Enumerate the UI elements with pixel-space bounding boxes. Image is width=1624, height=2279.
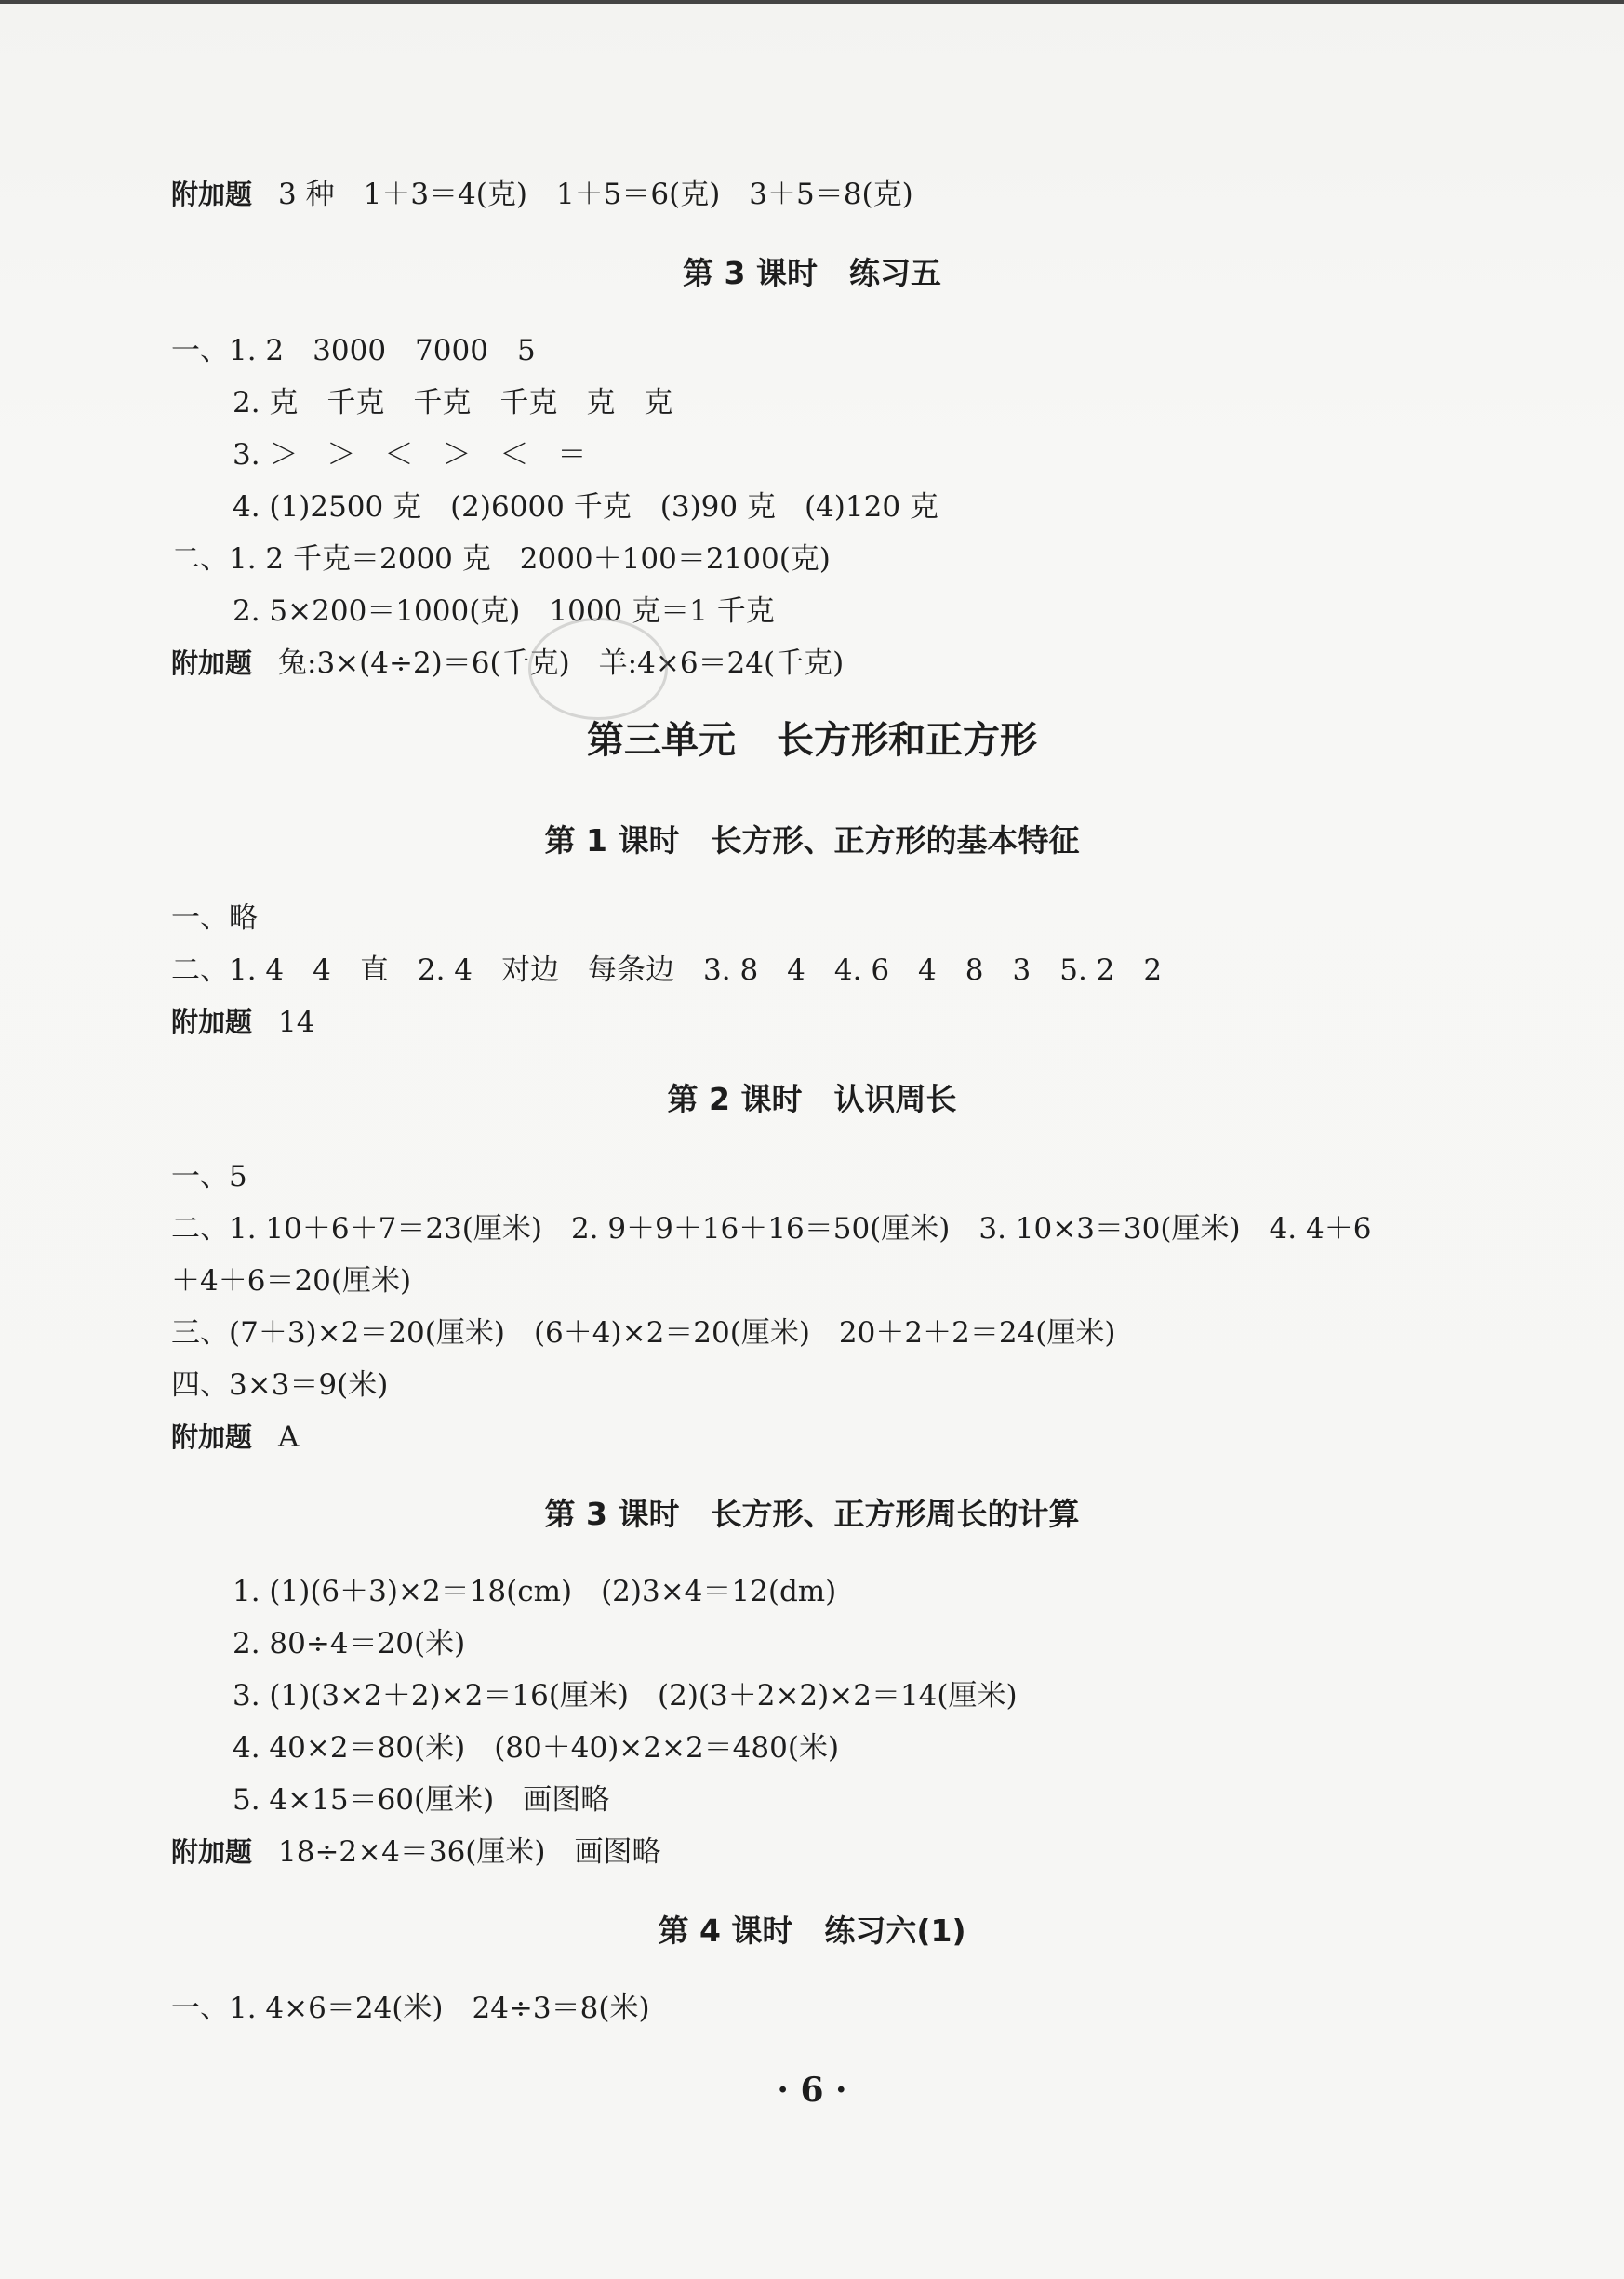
answer-line: 3. ＞ ＞ ＜ ＞ ＜ ＝ bbox=[233, 438, 587, 472]
answer-line: 1. (1)(6＋3)×2＝18(cm) (2)3×4＝12(dm) bbox=[233, 1575, 837, 1608]
answer-line: 一、1. 2 3000 7000 5 bbox=[171, 334, 536, 367]
lesson-number: 第 4 课时 bbox=[658, 1912, 793, 1949]
unit-number: 第三单元 bbox=[587, 719, 736, 762]
answer-line: 二、1. 10＋6＋7＝23(厘米) 2. 9＋9＋16＋16＝50(厘米) 3. 10×3＝30(厘米) 4. 4＋6 bbox=[171, 1212, 1372, 1246]
answer-line: 4. (1)2500 克 (2)6000 千克 (3)90 克 (4)120 克 bbox=[233, 490, 938, 524]
lesson-title: 长方形、正方形周长的计算 bbox=[711, 1496, 1080, 1532]
answer-line: 一、5 bbox=[171, 1160, 247, 1193]
answer-line: 3. (1)(3×2＋2)×2＝16(厘米) (2)(3＋2×2)×2＝14(厘米) bbox=[233, 1679, 1018, 1713]
extra-label: 附加题 bbox=[171, 179, 253, 210]
answer-line: 2. 80÷4＝20(米) bbox=[233, 1627, 466, 1660]
answer-line: 四、3×3＝9(米) bbox=[171, 1368, 389, 1402]
answer-line: 二、1. 2 千克＝2000 克 2000＋100＝2100(克) bbox=[171, 542, 831, 576]
answer-line: 4. 40×2＝80(米) (80＋40)×2×2＝480(米) bbox=[233, 1731, 840, 1765]
lesson-heading-2 bbox=[0, 1079, 1624, 1120]
extra-question bbox=[171, 1419, 299, 1456]
extra-question bbox=[171, 645, 844, 682]
extra-label: 附加题 bbox=[171, 1421, 253, 1453]
answer-line: 一、1. 4×6＝24(米) 24÷3＝8(米) bbox=[171, 1992, 650, 2025]
lesson-heading-1 bbox=[0, 820, 1624, 861]
watermark-stamp bbox=[528, 618, 668, 720]
extra-question-top bbox=[171, 176, 913, 213]
answer-line: 2. 5×200＝1000(克) 1000 克＝1 千克 bbox=[233, 594, 775, 628]
extra-label: 附加题 bbox=[171, 1006, 253, 1038]
unit-heading bbox=[0, 716, 1624, 765]
lesson-number: 第 2 课时 bbox=[667, 1081, 803, 1117]
lesson-heading-ex5 bbox=[0, 253, 1624, 294]
answer-line: 一、略 bbox=[171, 901, 258, 935]
lesson-heading-3-perimeter bbox=[0, 1494, 1624, 1535]
unit-title: 长方形和正方形 bbox=[777, 719, 1037, 762]
lesson-title: 练习六(1) bbox=[824, 1912, 966, 1949]
lesson-title: 练习五 bbox=[848, 255, 941, 291]
extra-answer: 18÷2×4＝36(厘米) 画图略 bbox=[278, 1835, 661, 1869]
answer-line: 2. 克 千克 千克 千克 克 克 bbox=[233, 386, 673, 420]
extra-question bbox=[171, 1833, 661, 1871]
extra-answer: 3 种 1＋3＝4(克) 1＋5＝6(克) 3＋5＝8(克) bbox=[278, 178, 913, 211]
answer-line: 二、1. 4 4 直 2. 4 对边 每条边 3. 8 4 4. 6 4 8 3 5. 2 2 bbox=[171, 953, 1163, 987]
extra-answer: 14 bbox=[278, 1006, 315, 1039]
extra-label: 附加题 bbox=[171, 1836, 253, 1868]
page-number: · 6 · bbox=[777, 2071, 847, 2110]
lesson-heading-4 bbox=[0, 1911, 1624, 1952]
lesson-number: 第 3 课时 bbox=[544, 1496, 680, 1532]
extra-question bbox=[171, 1004, 314, 1041]
answer-line: ＋4＋6＝20(厘米) bbox=[171, 1264, 412, 1298]
lesson-title: 认识周长 bbox=[833, 1081, 957, 1117]
answer-line: 5. 4×15＝60(厘米) 画图略 bbox=[233, 1783, 610, 1817]
lesson-title: 长方形、正方形的基本特征 bbox=[711, 822, 1080, 859]
top-edge-rule bbox=[0, 0, 1624, 4]
lesson-number: 第 1 课时 bbox=[544, 822, 680, 859]
answer-line: 三、(7＋3)×2＝20(厘米) (6＋4)×2＝20(厘米) 20＋2＋2＝24(厘米) bbox=[171, 1316, 1116, 1350]
extra-label: 附加题 bbox=[171, 647, 253, 679]
extra-answer: A bbox=[278, 1420, 300, 1454]
extra-answer: 兔:3×(4÷2)＝6(千克) 羊:4×6＝24(千克) bbox=[278, 646, 845, 680]
lesson-number: 第 3 课时 bbox=[683, 255, 818, 291]
